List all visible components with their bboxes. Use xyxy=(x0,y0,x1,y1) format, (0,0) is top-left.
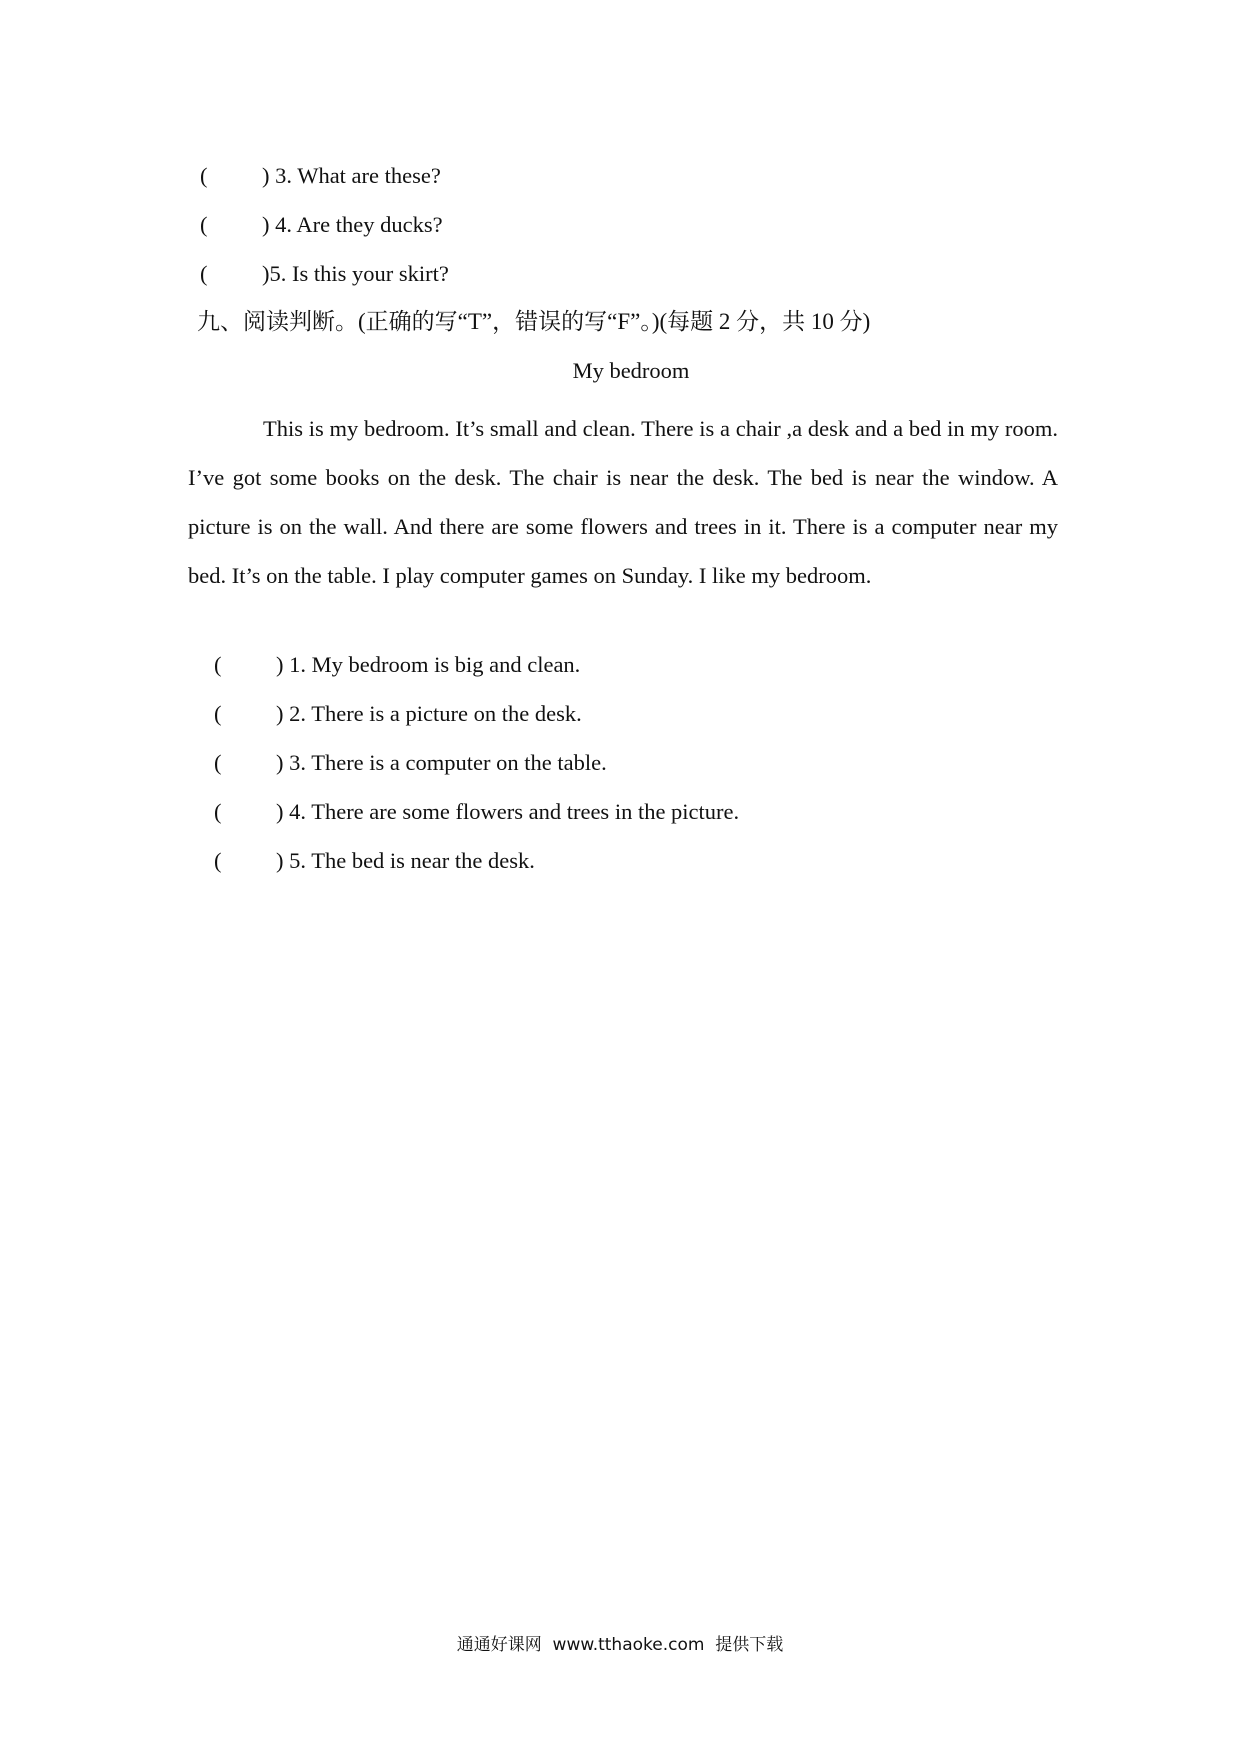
question-item xyxy=(200,163,441,189)
answer-paren: ( xyxy=(214,652,222,677)
question-item xyxy=(200,212,443,238)
judgment-text: ) 3. There is a computer on the table. xyxy=(276,750,607,775)
judgment-item xyxy=(214,848,535,874)
judgment-text: ) 2. There is a picture on the desk. xyxy=(276,701,582,726)
judgment-item xyxy=(214,750,607,776)
section-title: 九、阅读判断。(正确的写“T”，错误的写“F”。)(每题 2 分，共 10 分) xyxy=(197,309,871,334)
answer-paren: ( xyxy=(214,750,222,775)
answer-paren: ( xyxy=(214,848,222,873)
judgment-text: ) 5. The bed is near the desk. xyxy=(276,848,535,873)
answer-paren: ( xyxy=(214,799,222,824)
question-text: )5. Is this your skirt? xyxy=(262,261,449,286)
judgment-item xyxy=(214,701,582,727)
judgment-text: ) 4. There are some flowers and trees in the picture. xyxy=(276,799,740,824)
judgment-item xyxy=(214,799,739,825)
answer-paren: ( xyxy=(200,261,208,286)
passage-title: My bedroom xyxy=(572,358,690,383)
question-item xyxy=(200,261,449,287)
judgment-text: ) 1. My bedroom is big and clean. xyxy=(276,652,581,677)
answer-paren: ( xyxy=(200,163,208,188)
answer-paren: ( xyxy=(200,212,208,237)
question-text: ) 4. Are they ducks? xyxy=(262,212,443,237)
passage-body: This is my bedroom. It’s small and clean. There is a chair ,a desk and a bed in my room. I’ve got some books on the desk. The chair is near the desk. The bed is near the window. A picture is on the wall. And there are some flowers and trees in it. There is a computer near my bed. It’s on the table. I play computer games on Sunday. I like my bedroom. xyxy=(188,416,1058,588)
footer-credit: 通通好课网 www.tthaoke.com 提供下载 xyxy=(456,1635,784,1655)
answer-paren: ( xyxy=(214,701,222,726)
question-text: ) 3. What are these? xyxy=(262,163,441,188)
judgment-item xyxy=(214,652,580,678)
